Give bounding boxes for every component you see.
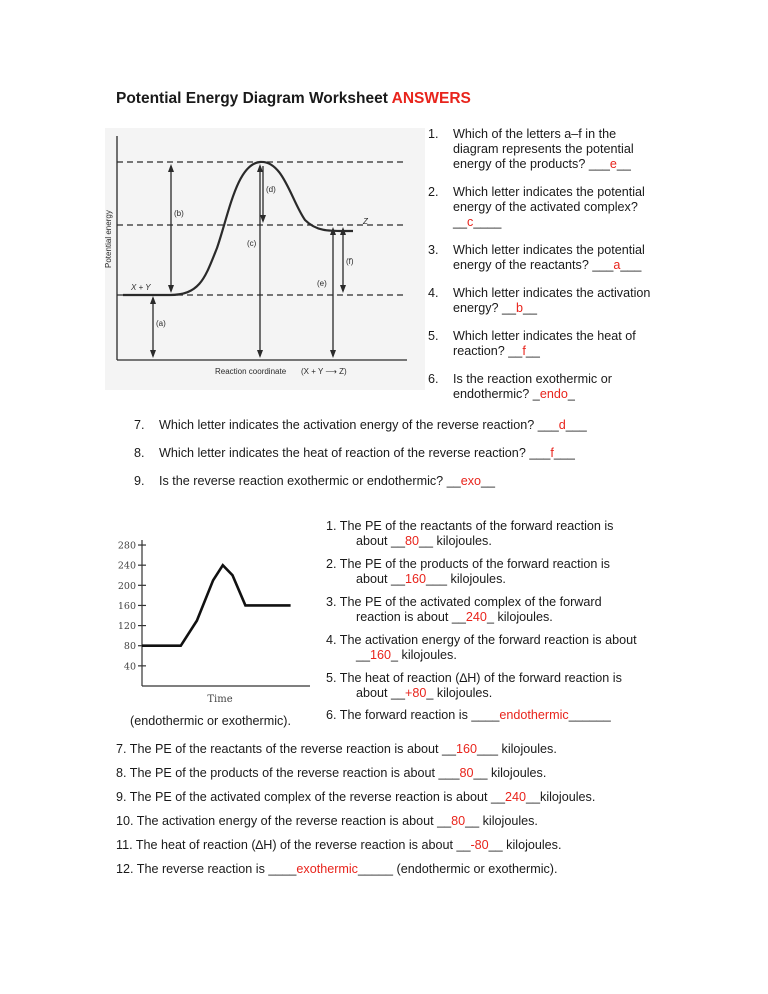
answer: b: [516, 301, 524, 315]
answer: 160: [405, 572, 427, 586]
answer: endo: [539, 387, 568, 401]
y-tick-label: 280: [117, 540, 136, 552]
letter-a: (a): [156, 319, 166, 328]
question-line-text: 8. The PE of the products of the reverse reaction is about ___: [116, 766, 460, 780]
question-bottom-6: [326, 708, 726, 723]
question-line: [453, 329, 636, 344]
question-bottom-3: [326, 595, 726, 625]
page-title: [116, 90, 471, 108]
question-line: [116, 790, 756, 805]
x-axis-label: Reaction coordinate: [215, 367, 287, 376]
answer: -80: [470, 838, 489, 852]
question-bottom-5: [326, 671, 726, 701]
question-bottom-1: [326, 519, 726, 549]
question-line: [326, 648, 726, 663]
question-bottom-7: [116, 742, 756, 757]
potential-energy-diagram: [105, 128, 425, 390]
answer: 160: [370, 648, 392, 662]
question-continuation: (endothermic or exothermic).: [130, 714, 291, 728]
question-line: [453, 127, 634, 142]
question-bottom-12: [116, 862, 756, 877]
question-line: [326, 610, 726, 625]
answer-blank: ___: [620, 258, 642, 272]
question-text: [453, 243, 645, 273]
question-text: [453, 372, 612, 402]
answer-blank: ____: [473, 215, 502, 229]
question-line: [453, 387, 612, 402]
question-line-text: energy? __: [453, 301, 517, 315]
question-line-text: reaction is about __: [356, 610, 466, 624]
question-text: [453, 185, 645, 230]
answer-blank: __: [525, 344, 540, 358]
question-line-text: _ kilojoules.: [391, 648, 457, 662]
question-line-text: about __: [356, 686, 406, 700]
pe-chart: [112, 540, 314, 710]
question-line-text: 2. The PE of the products of the forward reaction is: [326, 557, 610, 571]
chart-x-label: Time: [207, 694, 233, 705]
answer: 160: [456, 742, 478, 756]
answer-blank: ___: [565, 418, 587, 432]
question-line-text: 11. The heat of reaction (∆H) of the reverse reaction is about __: [116, 838, 471, 852]
letter-f: (f): [346, 257, 354, 266]
question-number: 8.: [134, 446, 145, 460]
question-bottom-4: [326, 633, 726, 663]
question-text: [159, 418, 587, 433]
question-line: [116, 766, 756, 781]
question-top-9: [134, 474, 754, 489]
question-line: [453, 301, 650, 316]
question-line-text: 7. The PE of the reactants of the reverse reaction is about __: [116, 742, 457, 756]
question-line: [159, 446, 575, 461]
question-line-text: Which letter indicates the heat of: [453, 329, 636, 343]
question-line: [453, 243, 645, 258]
answer: 80: [405, 534, 420, 548]
letter-e: (e): [317, 279, 327, 288]
answer-blank: ___: [553, 446, 575, 460]
question-line: [453, 215, 645, 230]
answer: a: [613, 258, 621, 272]
question-line: [326, 534, 726, 549]
question-line: [453, 200, 645, 215]
question-line-text: Which letter indicates the heat of reaction of the reverse reaction? ___: [159, 446, 551, 460]
question-line: [159, 418, 587, 433]
question-text: [453, 329, 636, 359]
question-line-text: _____ (endothermic or exothermic).: [357, 862, 558, 876]
y-tick-label: 40: [123, 661, 136, 673]
question-top-2: [428, 185, 728, 230]
y-tick-label: 120: [117, 621, 136, 633]
question-line-text: ______: [568, 708, 611, 722]
question-line-text: energy of the activated complex?: [453, 200, 638, 214]
question-number: 3.: [428, 243, 439, 257]
question-line: [159, 474, 495, 489]
question-line-text: Which letter indicates the activation energy of the reverse reaction? ___: [159, 418, 559, 432]
answer: 240: [465, 610, 487, 624]
question-number: 1.: [428, 127, 439, 141]
question-top-7: [134, 418, 754, 433]
answer: f: [550, 446, 554, 460]
chart-series-line: [142, 565, 291, 646]
question-top-3: [428, 243, 728, 273]
question-line-text: ___ kilojoules.: [477, 742, 557, 756]
question-line-text: Which letter indicates the activation: [453, 286, 651, 300]
question-number: 9.: [134, 474, 145, 488]
question-line-text: 5. The heat of reaction (∆H) of the forward reaction is: [326, 671, 622, 685]
question-line-text: Which letter indicates the potential: [453, 243, 645, 257]
question-text: [159, 474, 495, 489]
question-line: [326, 519, 726, 534]
question-line-text: 3. The PE of the activated complex of the forward: [326, 595, 602, 609]
answer: 80: [451, 814, 466, 828]
question-line-text: endothermic? _: [453, 387, 540, 401]
question-line-text: Is the reaction exothermic or: [453, 372, 612, 386]
answer-blank: _: [567, 387, 575, 401]
question-text: [453, 286, 650, 316]
letter-d: (d): [266, 185, 276, 194]
question-line-text: 10. The activation energy of the reverse reaction is about __: [116, 814, 452, 828]
question-line: [326, 595, 726, 610]
question-line-text: ___ kilojoules.: [426, 572, 506, 586]
question-line: [326, 708, 726, 723]
question-line: [326, 671, 726, 686]
question-line-text: __ kilojoules.: [473, 766, 547, 780]
answer: exothermic: [296, 862, 358, 876]
y-tick-label: 80: [123, 641, 136, 653]
question-line: [453, 185, 645, 200]
question-line-text: Which letter indicates the potential: [453, 185, 645, 199]
x-axis-equation: (X + Y ⟶ Z): [301, 367, 347, 376]
question-line-text: __kilojoules.: [526, 790, 596, 804]
y-axis-label: Potential energy: [104, 210, 113, 268]
question-line-text: 9. The PE of the activated complex of the reverse reaction is about __: [116, 790, 505, 804]
question-top-1: [428, 127, 728, 172]
question-line: [453, 372, 612, 387]
letter-c: (c): [247, 239, 257, 248]
question-line-text: diagram represents the potential: [453, 142, 634, 156]
answer: 80: [459, 766, 474, 780]
question-number: 7.: [134, 418, 145, 432]
question-bottom-8: [116, 766, 756, 781]
question-bottom-10: [116, 814, 756, 829]
question-line-text: Which of the letters a–f in the: [453, 127, 617, 141]
answer: exo: [460, 474, 482, 488]
question-line: [116, 838, 756, 853]
question-text: [159, 446, 575, 461]
question-line-text: __: [453, 215, 468, 229]
question-bottom-9: [116, 790, 756, 805]
answer-blank: __: [616, 157, 631, 171]
question-line-text: 6. The forward reaction is ____: [326, 708, 500, 722]
question-line-text: __: [356, 648, 371, 662]
question-line: [116, 814, 756, 829]
question-line-text: 1. The PE of the reactants of the forward reaction is: [326, 519, 614, 533]
answer-blank: __: [523, 301, 538, 315]
question-top-4: [428, 286, 728, 316]
question-bottom-2: [326, 557, 726, 587]
title-highlight: ANSWERS: [391, 90, 471, 107]
question-line-text: 12. The reverse reaction is ____: [116, 862, 297, 876]
answer-blank: __: [481, 474, 496, 488]
question-line-text: about __: [356, 534, 406, 548]
question-text: [453, 127, 634, 172]
question-top-5: [428, 329, 728, 359]
answer: f: [522, 344, 526, 358]
answer: 240: [505, 790, 527, 804]
y-tick-label: 240: [117, 560, 136, 572]
question-line-text: __ kilojoules.: [465, 814, 538, 828]
question-line-text: _ kilojoules.: [426, 686, 493, 700]
question-top-8: [134, 446, 754, 461]
question-line: [453, 258, 645, 273]
answer: c: [467, 215, 474, 229]
question-line: [453, 286, 650, 301]
letter-b: (b): [174, 209, 184, 218]
question-line: [453, 344, 636, 359]
question-line: [326, 633, 726, 648]
y-tick-label: 200: [117, 580, 136, 592]
question-line: [453, 157, 634, 172]
question-line-text: 4. The activation energy of the forward reaction is about: [326, 633, 637, 647]
question-line: [326, 686, 726, 701]
question-line: [453, 142, 634, 157]
question-number: 6.: [428, 372, 439, 386]
question-line-text: _ kilojoules.: [486, 610, 553, 624]
y-tick-label: 160: [117, 600, 136, 612]
answer: d: [558, 418, 566, 432]
answer: +80: [405, 686, 427, 700]
answer: e: [609, 157, 617, 171]
title-main: Potential Energy Diagram Worksheet: [116, 90, 388, 107]
question-top-6: [428, 372, 728, 402]
reactant-label: X + Y: [131, 283, 151, 292]
product-label: Z: [363, 217, 368, 226]
question-line-text: __ kilojoules.: [419, 534, 492, 548]
question-line-text: energy of the products? ___: [453, 157, 610, 171]
question-line: [116, 862, 756, 877]
question-line-text: energy of the reactants? ___: [453, 258, 614, 272]
question-line-text: __ kilojoules.: [488, 838, 562, 852]
question-number: 5.: [428, 329, 439, 343]
question-number: 4.: [428, 286, 439, 300]
question-bottom-11: [116, 838, 756, 853]
question-number: 2.: [428, 185, 439, 199]
answer: endothermic: [499, 708, 569, 722]
question-line-text: reaction? __: [453, 344, 523, 358]
question-line-text: Is the reverse reaction exothermic or endothermic? __: [159, 474, 461, 488]
question-line: [326, 572, 726, 587]
question-line: [116, 742, 756, 757]
question-line-text: about __: [356, 572, 406, 586]
question-line: [326, 557, 726, 572]
